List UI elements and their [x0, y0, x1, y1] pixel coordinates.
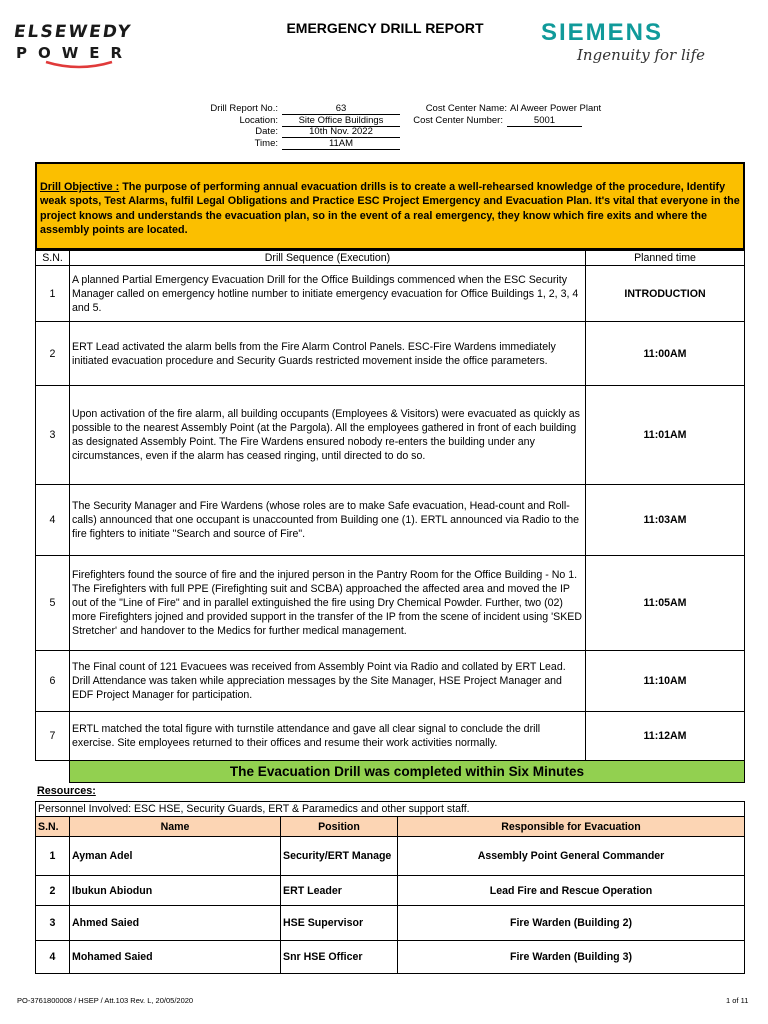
- res-row-1-sn: 1: [35, 836, 70, 876]
- location-label: Location:: [239, 115, 278, 126]
- seq-row-5-time: 11:05AM: [585, 555, 745, 651]
- res-header-responsibility: Responsible for Evacuation: [397, 816, 745, 837]
- document-reference: PO-3761800008 / HSEP / Att.103 Rev. L, 20/05/2020: [17, 996, 194, 1005]
- seq-row-5-text: Firefighters found the source of fire and the injured person in the Pantry Room for the Office Building - No 1. The Firefighters with full PPE (Firefighting suit and SCBA) approached the affected area and moved the IP out of the "Line of Fire" and in parallel extinguished the fire using Dry Chemical Powder. Further, two (02) more Firefighters jojned and provided support in the transfer of the IP from the scene of incident using 'SKED Stretcher' and handover to the Medics for further medical management.: [69, 555, 586, 651]
- res-header-position: Position: [280, 816, 398, 837]
- summary-banner: The Evacuation Drill was completed within Six Minutes: [69, 760, 745, 783]
- resources-label: Resources:: [37, 785, 96, 797]
- res-row-4-name: Mohamed Saied: [69, 940, 281, 974]
- seq-row-1-sn: 1: [35, 265, 70, 322]
- seq-row-1-text: A planned Partial Emergency Evacuation Drill for the Office Buildings commenced when the ESC Security Manager called on emergency hotline number to initiate emergency evacuation for Office Buildings 1, 2, 3, 4 and 5.: [69, 265, 586, 322]
- res-row-2-name: Ibukun Abiodun: [69, 875, 281, 906]
- res-row-2-responsibility: Lead Fire and Rescue Operation: [397, 875, 745, 906]
- res-row-1-name: Ayman Adel: [69, 836, 281, 876]
- date-value: 10th Nov. 2022: [282, 126, 400, 138]
- res-row-4-responsibility: Fire Warden (Building 3): [397, 940, 745, 974]
- res-row-3-responsibility: Fire Warden (Building 2): [397, 905, 745, 941]
- seq-row-7-time: 11:12AM: [585, 711, 745, 761]
- seq-row-1-time: INTRODUCTION: [585, 265, 745, 322]
- seq-row-6-time: 11:10AM: [585, 650, 745, 712]
- seq-row-6-text: The Final count of 121 Evacuees was received from Assembly Point via Radio and collated by ERT Lead. Drill Attendance was taken while appreciation messages by the Site Manager, HSE Project Manager and EDF Project Manager for participation.: [69, 650, 586, 712]
- objective-label: Drill Objective :: [40, 181, 120, 193]
- res-row-2-sn: 2: [35, 875, 70, 906]
- seq-row-3-text: Upon activation of the fire alarm, all building occupants (Employees & Visitors) were evacuated as quickly as possible to the nearest Assembly Point (at the Pargola). All the employees gathered in front of each building as designated Assembly Point. The Fire Wardens ensured nobody re-enters the building under any circumstances, even if the alarm has ceased ringing, until directed to do so.: [69, 385, 586, 485]
- drill-report-no-value: 63: [282, 103, 400, 115]
- siemens-logo: SIEMENS Ingenuity for life: [541, 19, 705, 64]
- seq-row-4-time: 11:03AM: [585, 484, 745, 556]
- seq-row-2-sn: 2: [35, 321, 70, 386]
- res-header-sn: S.N.: [35, 816, 70, 837]
- seq-row-2-text: ERT Lead activated the alarm bells from the Fire Alarm Control Panels. ESC-Fire Wardens immediately initiated evacuation procedure and Security Guards restricted movement inside the office parameters.: [69, 321, 586, 386]
- seq-row-3-time: 11:01AM: [585, 385, 745, 485]
- seq-row-4-text: The Security Manager and Fire Wardens (whose roles are to make Safe evacuation, Head-count and Roll-calls) announced that one occupant is unaccounted from Building one (1). ERTL announced via Radio to the fire fighters to initiate "Search and source of Fire".: [69, 484, 586, 556]
- seq-header-step: Drill Sequence (Execution): [69, 250, 586, 266]
- seq-row-4-sn: 4: [35, 484, 70, 556]
- personnel-involved: Personnel Involved: ESC HSE, Security Guards, ERT & Paramedics and other support staff.: [35, 801, 745, 817]
- seq-row-7-sn: 7: [35, 711, 70, 761]
- res-header-name: Name: [69, 816, 281, 837]
- res-row-3-sn: 3: [35, 905, 70, 941]
- seq-header-time: Planned time: [585, 250, 745, 266]
- seq-row-2-time: 11:00AM: [585, 321, 745, 386]
- drill-report-no-label: Drill Report No.:: [210, 103, 278, 114]
- cost-center-name-value: Al Aweer Power Plant: [510, 103, 602, 114]
- seq-row-6-sn: 6: [35, 650, 70, 712]
- seq-row-3-sn: 3: [35, 385, 70, 485]
- seq-header-sn: S.N.: [35, 250, 70, 266]
- res-row-3-name: Ahmed Saied: [69, 905, 281, 941]
- seq-row-7-text: ERTL matched the total figure with turnstile attendance and gave all clear signal to conclude the drill exercise. Site employees returned to their offices and resume their work activities normally.: [69, 711, 586, 761]
- objective-text: The purpose of performing annual evacuation drills is to create a well-rehearsed knowledge of the procedure, Identify weak spots, Test Alarms, fulfil Legal Obligations and Practice ESC Project Emergency and Evacuation Plan. It's vital that everyone in the project knows and understands the evacuation plan, so in the event of a real emergency, they know which fire exits and where the assembly points are located.: [40, 181, 740, 236]
- res-row-4-sn: 4: [35, 940, 70, 974]
- res-row-1-position: Security/ERT Manage: [280, 836, 398, 876]
- logo-swoosh-icon: [44, 60, 114, 70]
- cost-center-name-label: Cost Center Name:: [425, 103, 507, 114]
- res-row-2-position: ERT Leader: [280, 875, 398, 906]
- page-title: EMERGENCY DRILL REPORT: [286, 20, 484, 36]
- time-label: Time:: [254, 138, 278, 149]
- res-row-1-responsibility: Assembly Point General Commander: [397, 836, 745, 876]
- elsewedy-logo: ELSEWEDY POWER: [14, 22, 144, 72]
- res-row-3-position: HSE Supervisor: [280, 905, 398, 941]
- drill-objective: [35, 162, 745, 250]
- location-value: Site Office Buildings: [282, 115, 400, 127]
- res-row-4-position: Snr HSE Officer: [280, 940, 398, 974]
- time-value: 11AM: [282, 138, 400, 150]
- cost-center-number-value: 5001: [507, 115, 582, 127]
- seq-row-5-sn: 5: [35, 555, 70, 651]
- page-number: 1 of 11: [726, 996, 749, 1005]
- cost-center-number-label: Cost Center Number:: [413, 115, 503, 126]
- date-label: Date:: [255, 126, 278, 137]
